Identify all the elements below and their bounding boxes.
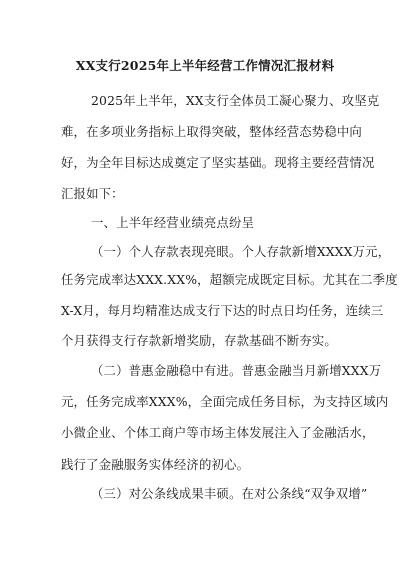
paragraph-line: 好，为全年目标达成奠定了坚实基础。现将主要经营情况	[61, 155, 375, 170]
paragraph-line: 汇报如下：	[61, 186, 124, 201]
paragraph-line: 小微企业、个体工商户等市场主体发展注入了金融活水，	[61, 425, 375, 440]
paragraph-line: （二）普惠金融稳中有进。普惠金融当月新增XXX万	[91, 363, 382, 378]
paragraph-line: 践行了金融服务实体经济的初心。	[61, 457, 250, 472]
paragraph-line: 2025年上半年，XX支行全体员工凝心聚力、攻坚克	[91, 93, 380, 108]
paragraph-line: 任务完成率达XXX.XX%，超额完成既定目标。尤其在二季度	[61, 272, 398, 287]
section-heading: 一、上半年经营业绩亮点纷呈	[91, 215, 255, 230]
paragraph-line: 个月获得支行存款新增奖励，存款基础不断夯实。	[61, 333, 337, 348]
paragraph-line: 元，任务完成率XXX%，全面完成任务目标，为支持区域内	[61, 394, 389, 409]
paragraph-line: 难，在多项业务指标上取得突破，整体经营态势稳中向	[61, 124, 362, 139]
paragraph-line: （一）个人存款表现亮眼。个人存款新增XXXX万元，	[91, 244, 391, 259]
document-title: XX支行2025年上半年经营工作情况汇报材料	[75, 58, 335, 73]
paragraph-line: X-X月，每月均精准达成支行下达的时点日均任务，连续三	[61, 303, 384, 318]
paragraph-line: （三）对公条线成果丰硕。在对公条线“双争双增”	[91, 486, 368, 501]
